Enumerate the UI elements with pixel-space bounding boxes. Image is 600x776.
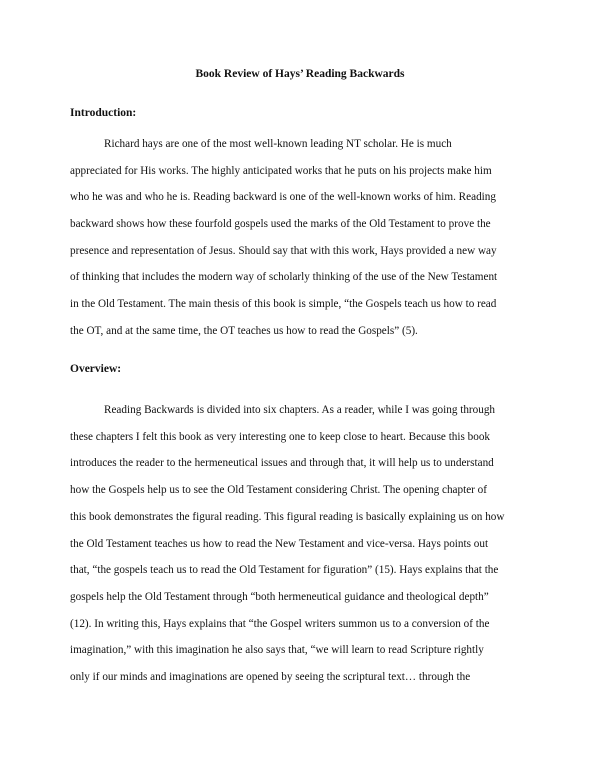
- paragraph-line: that, “the gospels teach us to read the Old Testament for figuration” (15). Hays explains that the: [70, 564, 499, 576]
- paragraph-line: imagination,” with this imagination he also says that, “we will learn to read Scripture rightly: [70, 644, 484, 656]
- paragraph-line: how the Gospels help us to see the Old Testament considering Christ. The opening chapter of: [70, 484, 488, 496]
- section-heading-introduction: Introduction:: [70, 107, 137, 119]
- paragraph-line: the OT, and at the same time, the OT teaches us how to read the Gospels” (5).: [70, 325, 418, 337]
- paragraph-line: presence and representation of Jesus. Should say that with this work, Hays provided a new way: [70, 245, 497, 257]
- paragraph-line: of thinking that includes the modern way of scholarly thinking of the use of the New Testament: [70, 271, 498, 283]
- paragraph-line: gospels help the Old Testament through “both hermeneutical guidance and theological depth”: [70, 591, 489, 603]
- paragraph-line: Richard hays are one of the most well-known leading NT scholar. He is much: [104, 138, 452, 150]
- paragraph-line: the Old Testament teaches us how to read the New Testament and vice-versa. Hays points out: [70, 538, 489, 550]
- paragraph-line: (12). In writing this, Hays explains that “the Gospel writers summon us to a conversion of the: [70, 618, 490, 630]
- paragraph-line: introduces the reader to the hermeneutical issues and through that, it will help us to understand: [70, 457, 494, 469]
- paragraph-line: in the Old Testament. The main thesis of this book is simple, “the Gospels teach us how to read: [70, 298, 497, 310]
- paragraph-line: these chapters I felt this book as very interesting one to keep close to heart. Because this book: [70, 431, 491, 443]
- section-heading-overview: Overview:: [70, 363, 122, 375]
- paragraph-line: who he was and who he is. Reading backward is one of the well-known works of him. Reading: [70, 191, 496, 203]
- paragraph-line: only if our minds and imaginations are opened by seeing the scriptural text… through the: [70, 671, 471, 683]
- document-title: Book Review of Hays’ Reading Backwards: [195, 68, 405, 80]
- paragraph-line: this book demonstrates the figural reading. This figural reading is basically explaining us on how: [70, 511, 505, 523]
- paragraph-line: Reading Backwards is divided into six chapters. As a reader, while I was going through: [104, 404, 496, 416]
- paragraph-line: backward shows how these fourfold gospels used the marks of the Old Testament to prove the: [70, 218, 491, 230]
- paragraph-line: appreciated for His works. The highly anticipated works that he puts on his projects make him: [70, 165, 492, 177]
